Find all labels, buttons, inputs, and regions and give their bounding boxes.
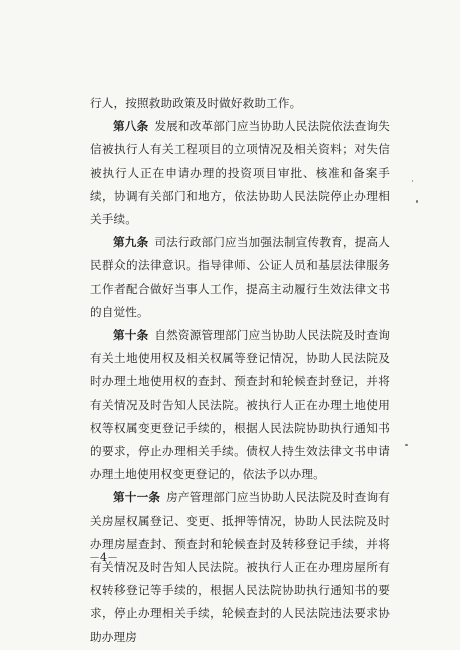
scan-speck: [412, 180, 413, 182]
scan-speck: [405, 444, 408, 446]
article-9: [90, 231, 390, 324]
article-8: [90, 115, 390, 231]
paragraph-text: 行人，按照救助政策及时做好救助工作。: [90, 96, 302, 110]
article-text: 自然资源管理部门应当协助人民法院及时查询有关土地使用权及相关权属等登记情况，协助人民法院及时办理土地使用权的查封、预查封和轮候查封登记，并将有关情况及时告知人民法院。被执行人正在办理土地使用权等权属变更登记手续的，根据人民法院协助执行通知书的要求，停止办理相关手续。债权人持生效法律文书申请办理土地使用权变更登记的，依法予以办理。: [90, 328, 390, 482]
document-body: [90, 92, 390, 649]
article-text: 发展和改革部门应当协助人民法院依法查询失信被执行人有关工程项目的立项情况及相关资料；对失信被执行人正在申请办理的投资项目审批、核准和备案手续，协调有关部门和地方，依法协助人民法院停止办理相关手续。: [90, 119, 390, 227]
scan-speck: [416, 200, 418, 203]
article-label: 第八条: [113, 119, 149, 134]
article-label: 第十条: [113, 328, 149, 343]
paragraph-continuation: [90, 92, 390, 115]
article-text: 司法行政部门应当加强法制宣传教育，提高人民群众的法律意识。指导律师、公证人员和基层法律服务工作者配合做好当事人工作，提高主动履行生效法律文书的自觉性。: [90, 235, 390, 319]
article-label: 第九条: [113, 235, 149, 250]
article-label: 第十一条: [113, 490, 161, 505]
article-10: [90, 324, 390, 486]
page-number: －4－: [89, 551, 118, 564]
article-11: [90, 486, 390, 648]
article-text: 房产管理部门应当协助人民法院及时查询有关房屋权属登记、变更、抵押等情况，协助人民法院及时办理房屋查封、预查封和轮候查封及转移登记手续，并将有关情况及时告知人民法院。被执行人正在办理房屋所有权转移登记等手续的，根据人民法院协助执行通知书的要求，停止办理相关手续，轮候查封的人民法院违法要求协助办理房: [90, 490, 390, 644]
